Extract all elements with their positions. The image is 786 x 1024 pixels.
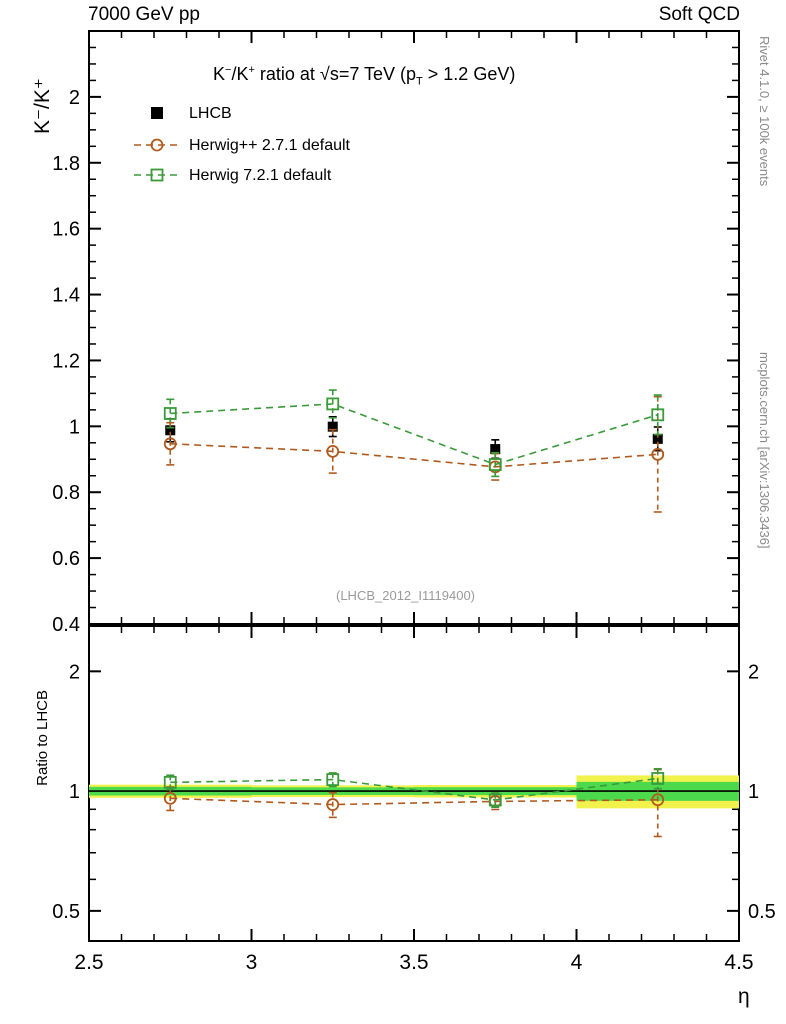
xtick-4.5: 4.5	[724, 951, 754, 974]
xtick-3: 3	[245, 951, 258, 974]
dataset-watermark: (LHCB_2012_I1119400)	[336, 588, 476, 603]
mcplots-source-label: mcplots.cern.ch [arXiv:1306.3436]	[757, 352, 772, 549]
main-ytick-2: 2	[68, 86, 80, 109]
ratio-ytick-left-2: 2	[68, 661, 80, 684]
ratio-ytick-right-1: 1	[748, 781, 760, 804]
main-ytick-0.6: 0.6	[52, 548, 80, 571]
plot-title-text: K−/K+ ratio at √s=7 TeV ($p_T > 1.2$ GeV)	[213, 64, 516, 88]
main-plot-frame	[88, 30, 740, 625]
ratio-ytick-right-2: 2	[748, 661, 760, 684]
main-ytick-0.4: 0.4	[52, 614, 80, 636]
ratio-ytick-left-1: 1	[68, 781, 80, 804]
main-ytick-1.2: 1.2	[52, 350, 80, 373]
xtick-4: 4	[570, 951, 583, 974]
header-right-label: Soft QCD	[658, 4, 740, 25]
legend-label-0: LHCB	[189, 105, 232, 122]
main-ytick-0.8: 0.8	[52, 482, 80, 505]
ratio-y-axis-title: Ratio to LHCB	[34, 690, 51, 786]
main-ytick-1: 1	[68, 416, 80, 439]
main-ytick-1.6: 1.6	[52, 218, 80, 241]
xtick-3.5: 3.5	[399, 951, 429, 974]
x-axis-title: η	[738, 985, 750, 1008]
ratio-ytick-left-0.5: 0.5	[52, 900, 80, 923]
legend-label-1: Herwig++ 2.7.1 default	[189, 137, 350, 154]
main-ytick-1.8: 1.8	[52, 152, 80, 175]
ratio-plot-frame	[88, 625, 740, 942]
main-y-axis-title: K⁻/K⁺	[31, 78, 54, 135]
ratio-ytick-right-0.5: 0.5	[748, 900, 776, 923]
xtick-2.5: 2.5	[74, 951, 104, 974]
plot-title	[213, 64, 515, 88]
legend-label-2: Herwig 7.2.1 default	[189, 167, 332, 184]
main-ytick-1.4: 1.4	[52, 284, 80, 307]
header-left-label: 7000 GeV pp	[88, 4, 200, 25]
rivet-version-label: Rivet 4.1.0, ≥ 100k events	[757, 36, 772, 187]
